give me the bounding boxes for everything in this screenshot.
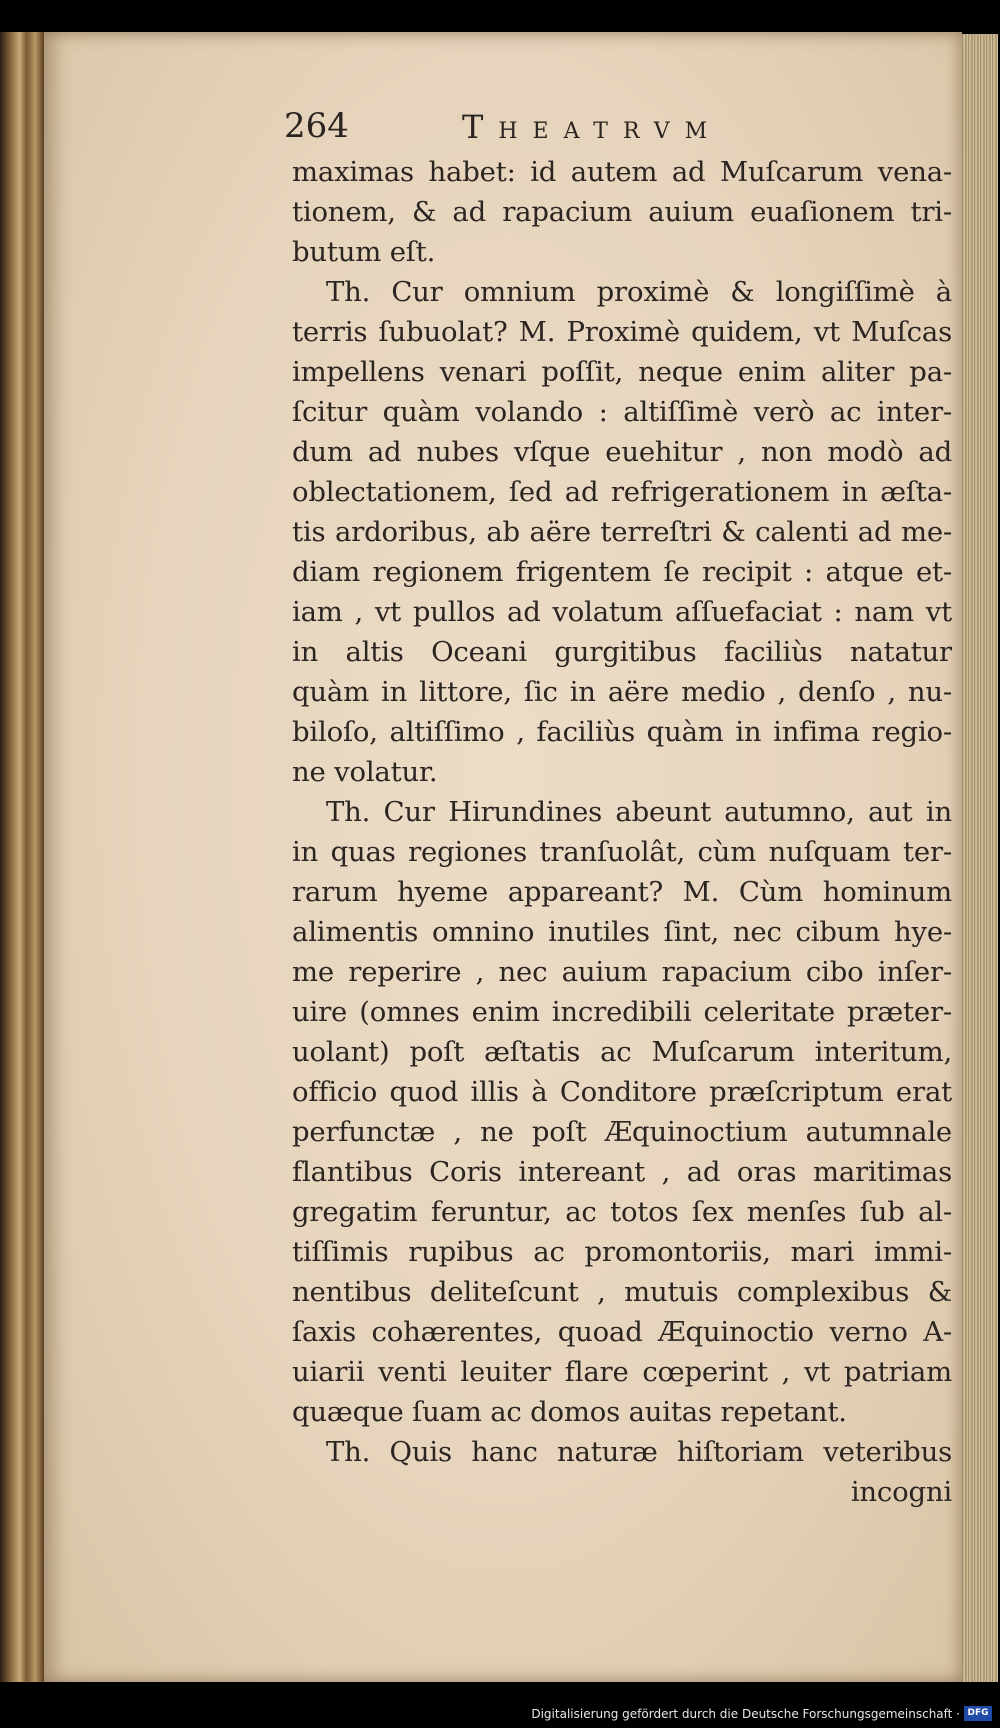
text-line: Th. Cur Hirundines abeunt autumno, aut in [326,796,952,828]
dfg-logo-icon: DFG [964,1706,992,1721]
text-line: biloſo, altiſſimo , faciliùs quàm in infima regio- [292,716,952,748]
funding-credit: Digitalisierung gefördert durch die Deutsche Forschungsgemeinschaft · [531,1707,960,1721]
text-line: officio quod illis à Conditore præſcriptum erat [292,1076,952,1108]
body-text [292,152,952,1512]
text-line: impellens venari poſſit, neque enim aliter pa- [292,356,952,388]
text-line: quæque ſuam ac domos auitas repetant. [292,1396,847,1428]
text-line: diam regionem frigentem ſe recipit : atque et- [292,556,952,588]
page-number: 264 [284,106,349,146]
text-line: terris ſubuolat? M. Proximè quidem, vt Muſcas [292,316,952,348]
running-title: Theatrvm [462,108,723,146]
text-line: ſaxis cohærentes, quoad Æquinoctio verno A- [292,1316,952,1348]
text-line: me reperire , nec auium rapacium cibo inſer- [292,956,952,988]
page-header [284,106,804,152]
text-line: flantibus Coris intereant , ad oras maritimas [292,1156,952,1188]
text-line: alimentis omnino inutiles ſint, nec cibum hye- [292,916,952,948]
text-line: oblectationem, ſed ad refrigerationem in æſta- [292,476,952,508]
text-line: uire (omnes enim incredibili celeritate præter- [292,996,952,1028]
text-line: tiſſimis rupibus ac promontoriis, mari immi- [292,1236,952,1268]
text-line: perfunctæ , ne poſt Æquinoctium autumnale [292,1116,952,1148]
text-line: tis ardoribus, ab aëre terreſtri & calenti ad me- [292,516,952,548]
text-line: gregatim feruntur, ac totos ſex menſes ſub al- [292,1196,952,1228]
text-line: rarum hyeme appareant? M. Cùm hominum [292,876,952,908]
text-line: in quas regiones tranſuolât, cùm nuſquam ter- [292,836,952,868]
text-line: iam , vt pullos ad volatum aſſuefaciat : nam vt [292,596,952,628]
text-line: Th. Quis hanc naturæ hiſtoriam veteribus [326,1436,952,1468]
text-line: quàm in littore, ſic in aëre medio , denſo , nu- [292,676,952,708]
text-line: tionem, & ad rapacium auium euaſionem tri- [292,196,952,228]
text-line: ne volatur. [292,756,438,788]
text-line: butum eſt. [292,236,436,268]
digitization-footer [0,1700,1000,1728]
catchword: incogni [850,1476,952,1508]
book-binding-edge [0,32,44,1682]
text-line: nentibus deliteſcunt , mutuis complexibus & [292,1276,952,1308]
text-line: uiarii venti leuiter flare cœperint , vt patriam [292,1356,952,1388]
text-line: ſcitur quàm volando : altiſſimè verò ac inter- [292,396,952,428]
page-edges [962,34,998,1682]
text-line: uolant) poſt æſtatis ac Muſcarum interitum, [292,1036,952,1068]
text-line: dum ad nubes vſque euehitur , non modò ad [292,436,952,468]
text-line: Th. Cur omnium proximè & longiſſimè à [326,276,952,308]
text-line: in altis Oceani gurgitibus faciliùs natatur [292,636,952,668]
text-line: maximas habet: id autem ad Muſcarum vena- [292,156,952,188]
